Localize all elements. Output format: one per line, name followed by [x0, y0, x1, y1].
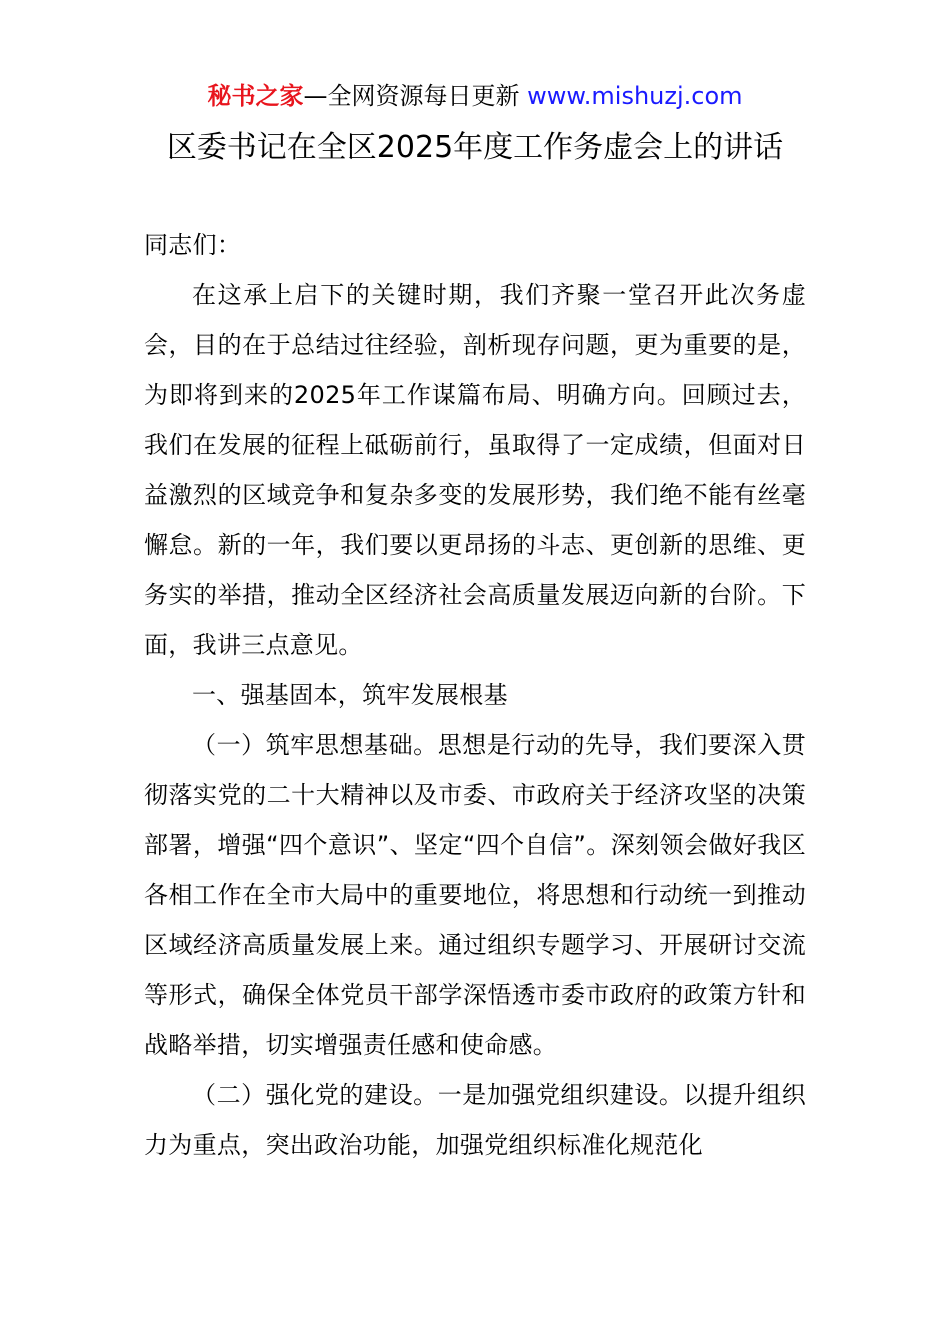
document-body [144, 220, 806, 1170]
document-title: 区委书记在全区2025年度工作务虚会上的讲话 [166, 130, 784, 165]
salutation: 同志们： [144, 231, 242, 259]
site-tagline: —全网资源每日更新 [303, 82, 520, 110]
site-url-link[interactable]: www.mishuzj.com [527, 82, 743, 110]
body-paragraph: （一）筑牢思想基础。思想是行动的先导，我们要深入贯彻落实党的二十大精神以及市委、市政府关于经济攻坚的决策部署，增强“四个意识”、坚定“四个自信”。深刻领会做好我区各相工作在全市大局中的重要地位，将思想和行动统一到推动区域经济高质量发展上来。通过组织专题学习、开展研讨交流等形式，确保全体党员干部学深悟透市委市政府的政策方针和战略举措，切实增强责任感和使命感。 [144, 731, 806, 1059]
section-heading: 一、强基固本，筑牢发展根基 [192, 681, 508, 709]
site-header [0, 80, 950, 112]
body-paragraph: （二）强化党的建设。一是加强党组织建设。以提升组织力为重点，突出政治功能，加强党组织标准化规范化 [144, 1081, 806, 1159]
body-paragraph: 在这承上启下的关键时期，我们齐聚一堂召开此次务虚会，目的在于总结过往经验，剖析现存问题，更为重要的是，为即将到来的2025年工作谋篇布局、明确方向。回顾过去，我们在发展的征程上砥砺前行，虽取得了一定成绩，但面对日益激烈的区域竞争和复杂多变的发展形势，我们绝不能有丝毫懈怠。新的一年，我们要以更昂扬的斗志、更创新的思维、更务实的举措，推动全区经济社会高质量发展迈向新的台阶。下面，我讲三点意见。 [144, 281, 806, 659]
site-brand: 秘书之家 [207, 82, 304, 110]
